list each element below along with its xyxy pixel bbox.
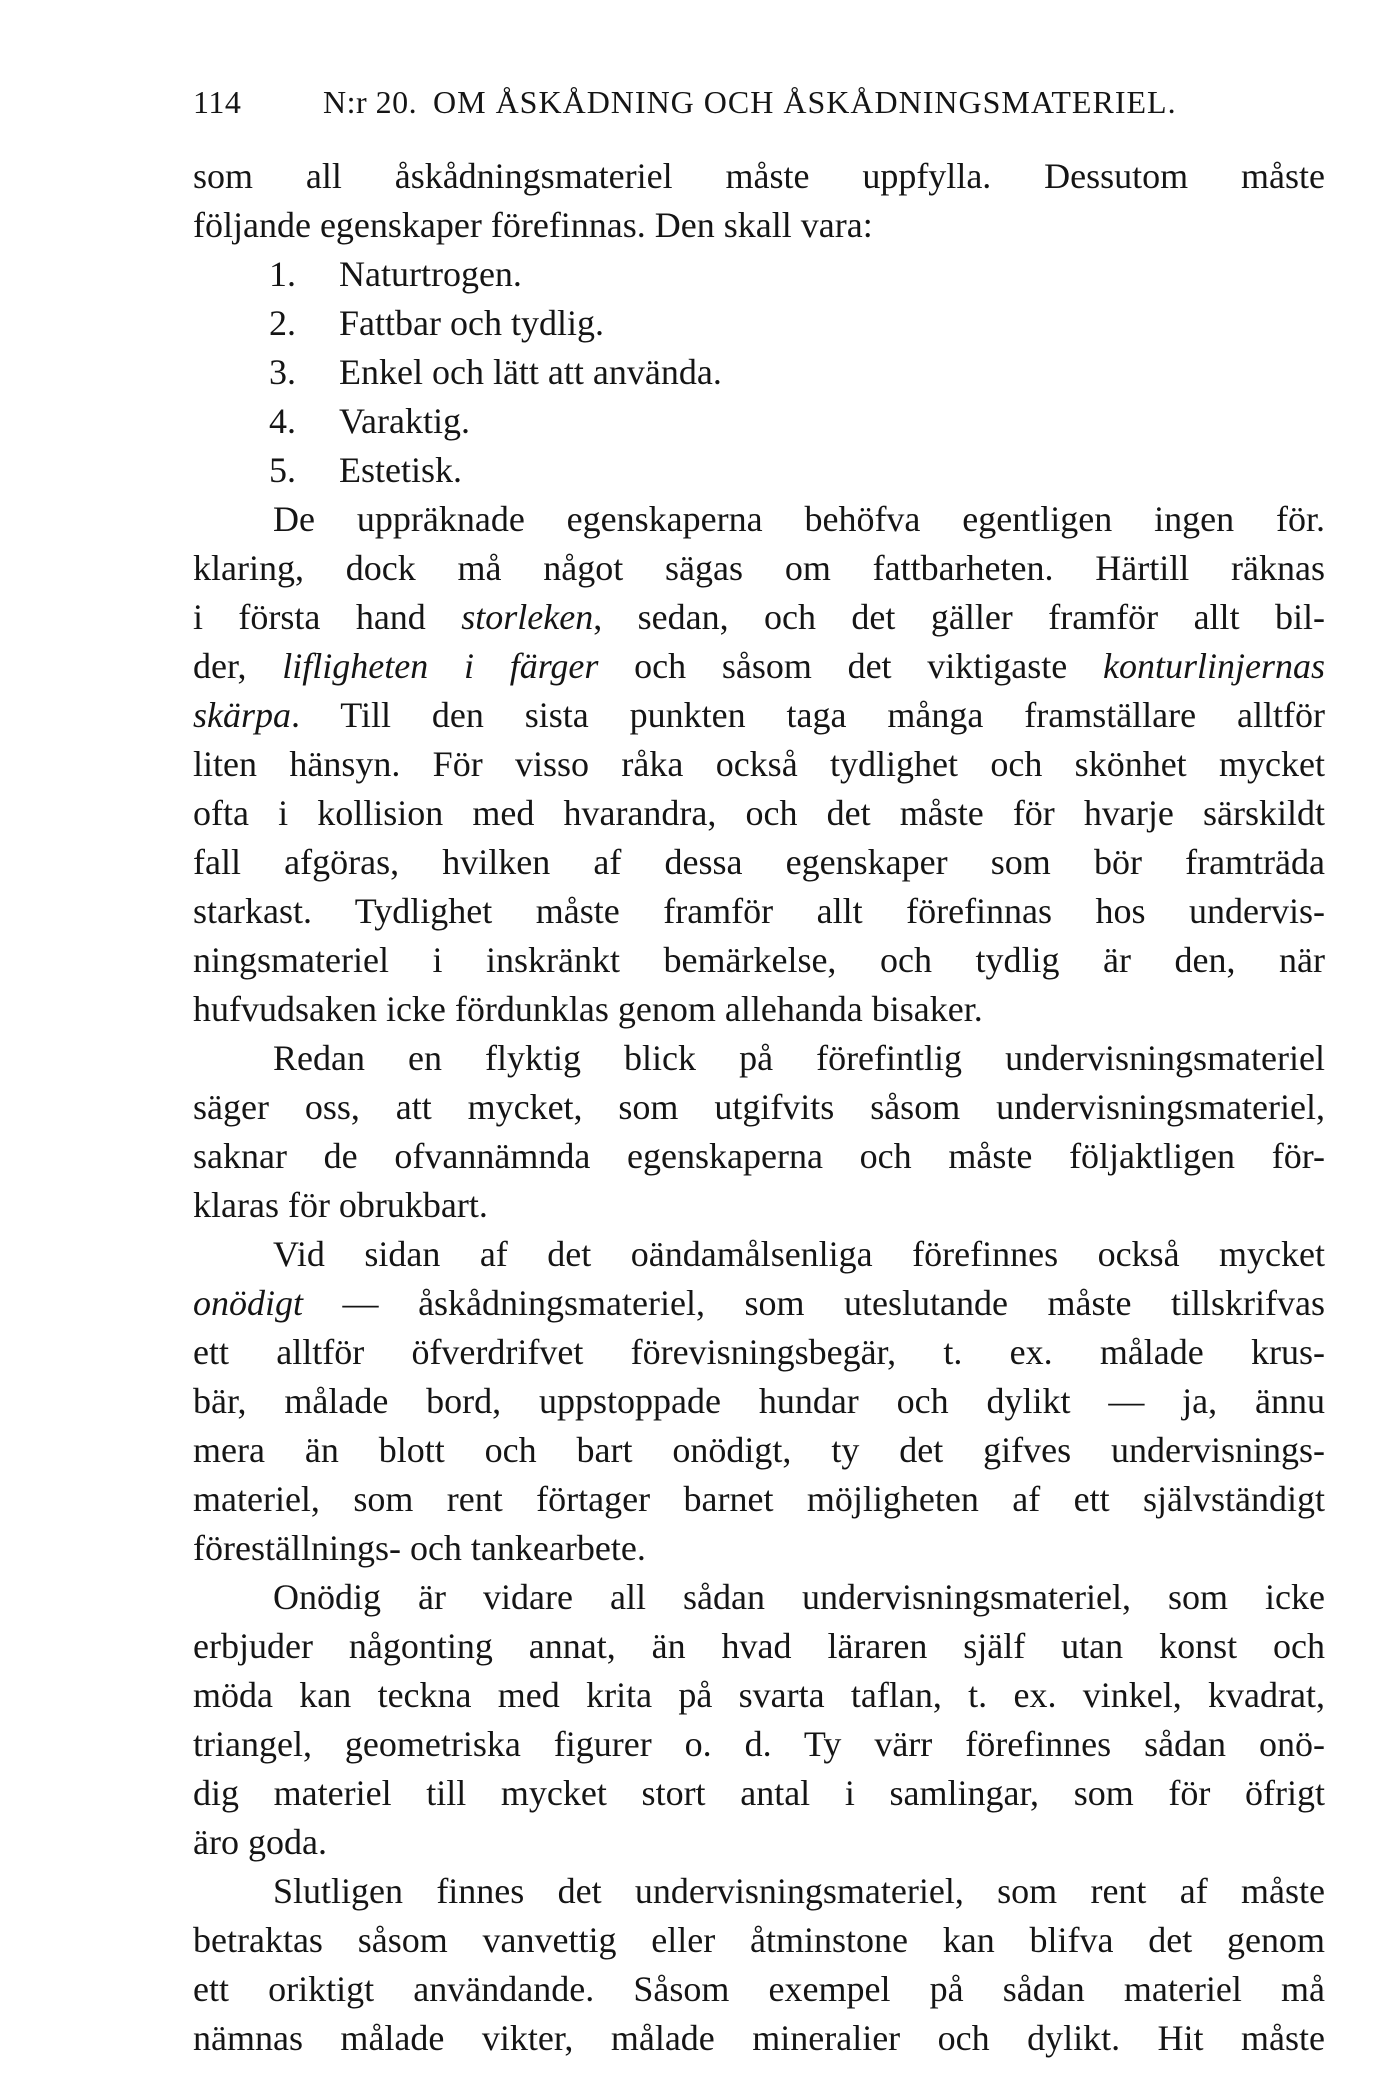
paragraph-slutligen <box>193 1867 1325 2063</box>
text-line: möda kan teckna med krita på svarta taflan, t. ex. vinkel, kvadrat, <box>193 1675 1325 1715</box>
list-text: Enkel och lätt att använda. <box>339 352 722 392</box>
text-line: erbjuder någonting annat, än hvad läraren själf utan konst och <box>193 1626 1325 1666</box>
text-line: Redan en flyktig blick på förefintlig undervisningsmateriel <box>273 1038 1325 1078</box>
text-line: bär, målade bord, uppstoppade hundar och dylikt — ja, ännu <box>193 1381 1325 1421</box>
emphasis-text: lifligheten i färger <box>282 646 599 686</box>
text-line: ett alltför öfverdrifvet förevisningsbegär, t. ex. målade krus- <box>193 1332 1325 1372</box>
paragraph-onodigt <box>193 1230 1325 1573</box>
list-item <box>269 397 1325 446</box>
text-line: ett oriktigt användande. Såsom exempel på sådan materiel må <box>193 1969 1325 2009</box>
text-line: som all åskådningsmateriel måste uppfylla. Dessutom måste <box>193 156 1325 196</box>
text-line: klaring, dock må något sägas om fattbarheten. Härtill räknas <box>193 548 1325 588</box>
text-line <box>193 593 1325 642</box>
paragraph-fattbarhet <box>193 495 1325 1034</box>
text-run: , sedan, och det gäller framför allt bil- <box>593 597 1325 637</box>
text-line: Vid sidan af det oändamålsenliga förefinnes också mycket <box>273 1234 1325 1274</box>
text-line <box>193 691 1325 740</box>
text-line: De uppräknade egenskaperna behöfva egentligen ingen för. <box>273 499 1325 539</box>
list-text: Fattbar och tydlig. <box>339 303 604 343</box>
emphasis-text: konturlinjernas <box>1103 646 1325 686</box>
text-run: och såsom det viktigaste <box>598 646 1103 686</box>
list-item <box>269 250 1325 299</box>
text-line: betraktas såsom vanvettig eller åtminstone kan blifva det genom <box>193 1920 1325 1960</box>
text-line: saknar de ofvannämnda egenskaperna och måste följaktligen för- <box>193 1136 1325 1176</box>
page-number: 114 <box>193 84 242 120</box>
text-line <box>193 1279 1325 1328</box>
text-run: der, <box>193 646 283 686</box>
emphasis-text: onödigt <box>193 1283 304 1323</box>
paragraph-redan <box>193 1034 1325 1230</box>
property-list <box>193 250 1325 495</box>
book-page <box>193 82 1325 2063</box>
text-line: föreställnings- och tankearbete. <box>193 1528 646 1568</box>
series-number: N:r 20. <box>323 84 418 120</box>
list-number: 3. <box>269 352 296 392</box>
list-number: 4. <box>269 401 296 441</box>
text-line: Onödig är vidare all sådan undervisningsmateriel, som icke <box>273 1577 1325 1617</box>
text-run: — åskådningsmateriel, som uteslutande måste tillskrifvas <box>303 1283 1325 1323</box>
text-run: . Till den sista punkten taga många framställare alltför <box>291 695 1325 735</box>
text-line: säger oss, att mycket, som utgifvits såsom undervisningsmateriel, <box>193 1087 1325 1127</box>
list-item <box>269 299 1325 348</box>
list-number: 2. <box>269 303 296 343</box>
running-title: OM ÅSKÅDNING OCH ÅSKÅDNINGSMATERIEL. <box>433 84 1177 120</box>
emphasis-text: storleken <box>461 597 594 637</box>
list-text: Naturtrogen. <box>339 254 522 294</box>
text-line: fall afgöras, hvilken af dessa egenskaper som bör framträda <box>193 842 1325 882</box>
text-line: klaras för obrukbart. <box>193 1185 488 1225</box>
text-line: starkast. Tydlighet måste framför allt förefinnas hos undervis- <box>193 891 1325 931</box>
emphasis-text: skärpa <box>193 695 291 735</box>
text-line: triangel, geometriska figurer o. d. Ty värr förefinnes sådan onö- <box>193 1724 1325 1764</box>
text-line: ofta i kollision med hvarandra, och det måste för hvarje särskildt <box>193 793 1325 833</box>
text-line: dig materiel till mycket stort antal i samlingar, som för öfrigt <box>193 1773 1325 1813</box>
text-line: följande egenskaper förefinnas. Den skall vara: <box>193 205 873 245</box>
text-line: ningsmateriel i inskränkt bemärkelse, och tydlig är den, när <box>193 940 1325 980</box>
list-text: Varaktig. <box>339 401 470 441</box>
list-item <box>269 348 1325 397</box>
running-header <box>193 82 1325 122</box>
text-run: i första hand <box>193 597 462 637</box>
text-line: Slutligen finnes det undervisningsmateriel, som rent af måste <box>273 1871 1325 1911</box>
list-number: 5. <box>269 450 296 490</box>
text-line <box>193 642 1325 691</box>
text-line: äro goda. <box>193 1822 327 1862</box>
text-line: liten hänsyn. För visso råka också tydlighet och skönhet mycket <box>193 744 1325 784</box>
paragraph-onodig <box>193 1573 1325 1867</box>
text-line: hufvudsaken icke fördunklas genom allehanda bisaker. <box>193 989 983 1029</box>
text-line: materiel, som rent förtager barnet möjligheten af ett självständigt <box>193 1479 1325 1519</box>
text-line: nämnas målade vikter, målade mineralier och dylikt. Hit måste <box>193 2018 1325 2058</box>
list-item <box>269 446 1325 495</box>
list-number: 1. <box>269 254 296 294</box>
text-line: mera än blott och bart onödigt, ty det gifves undervisnings- <box>193 1430 1325 1470</box>
intro-paragraph <box>193 152 1325 250</box>
list-text: Estetisk. <box>339 450 462 490</box>
